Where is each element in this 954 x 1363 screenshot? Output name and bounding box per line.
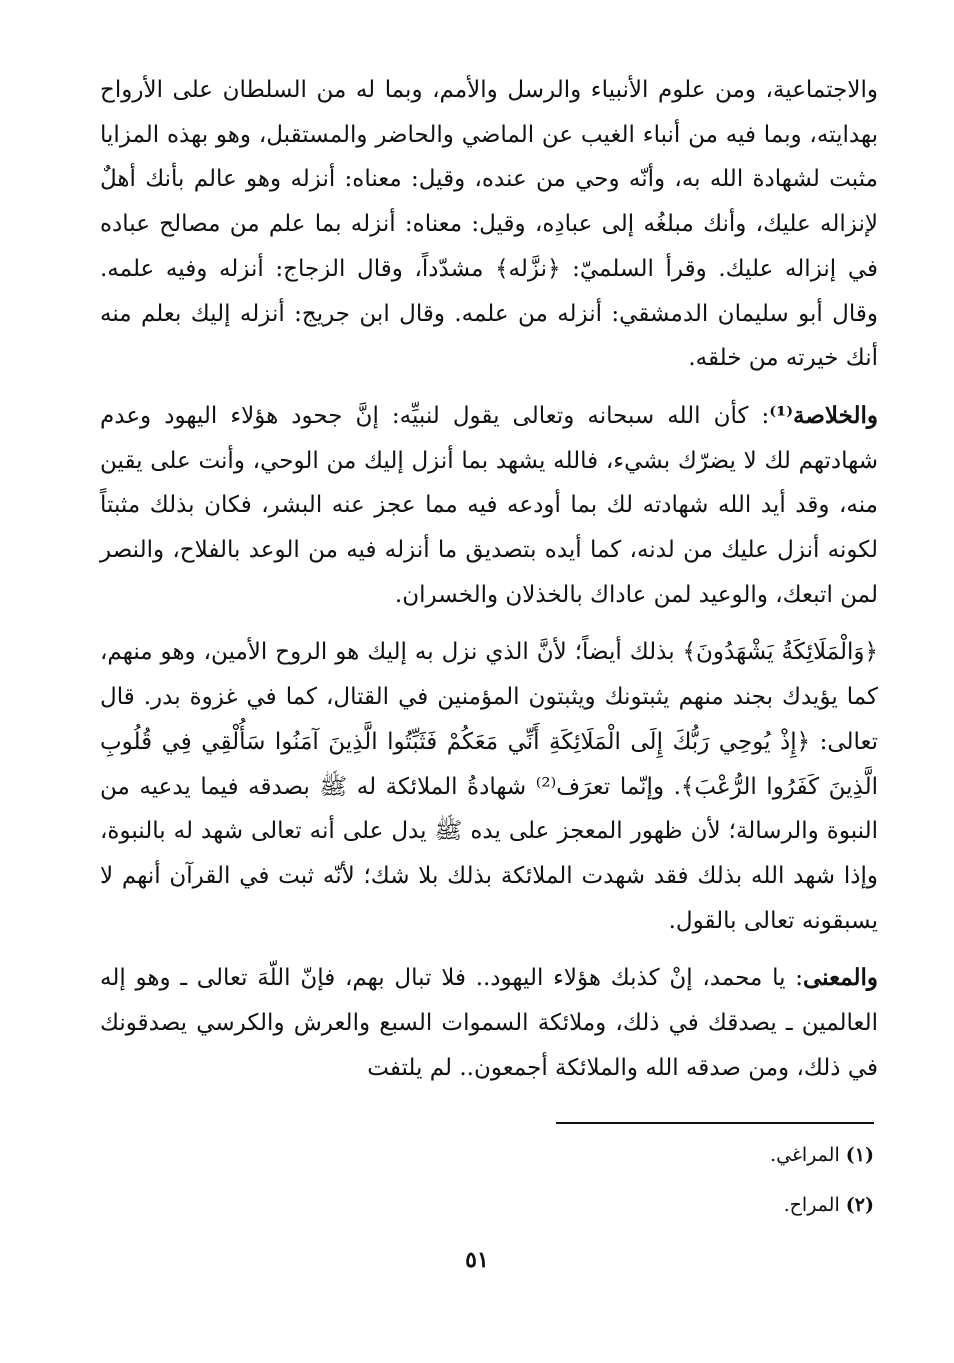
paragraph-4-lead: والمعنى bbox=[802, 964, 878, 992]
footnote-1 bbox=[474, 1136, 874, 1186]
paragraph-1-text: والاجتماعية، ومن علوم الأنبياء والرسل والأمم، وبما له من السلطان على الأرواح بهدايته، وبما فيه من أنباء الغيب عن الماضي والحاضر والمستقبل، وهو بهذه المزايا مثبت لشهادة الله به، وأنّه وحي من عنده، وقيل: معناه: أنزله وهو عالم بأنك أهلٌ لإنزاله عليك، وأنك مبلغُه إلى عبادِه، وقيل: معناه: أنزله بما علم من مصالح عباده في إنزاله عليك. وقرأ السلميّ: ﴿نزَّله﴾ مشدّداً، وقال الزجاج: أنزله وفيه علمه. وقال أبو سليمان الدمشقي: أنزله من علمه. وقال ابن جريج: أنزله إليك بعلم منه أنك خيرته من خلقه. bbox=[100, 77, 878, 372]
footnote-2 bbox=[474, 1186, 874, 1236]
paragraph-2 bbox=[100, 394, 878, 618]
paragraph-2-lead: والخلاصة⁽¹⁾ bbox=[769, 401, 878, 429]
paragraph-2-text: : كأن الله سبحانه وتعالى يقول لنبيِّه: إنَّ جحود هؤلاء اليهود وعدم شهادتهم لك لا يضرّك بشيء، فالله يشهد بما أنزل إليك من الوحي، وأنت على يقين منه، وقد أيد الله شهادته لك بما أودعه فيه مما عجز عنه البشر، فكان بذلك مثبتاً لكونه أنزل عليك من لدنه، كما أيده بتصديق ما أنزله فيه من الوعد بالفلاح، والنصر لمن اتبعك، والوعيد لمن عاداك بالخذلان والخسران. bbox=[100, 402, 878, 608]
paragraph-3-text: ﴿وَالْمَلَائِكَةُ يَشْهَدُونَ﴾ بذلك أيضاً؛ لأنَّ الذي نزل به إليك هو الروح الأمين، وهو منهم، كما يؤيدك بجند منهم يثبتونك ويثبتون المؤمنين في القتال، كما في غزوة بدر. قال تعالى: ﴿إِذْ يُوحِي رَبُّكَ إِلَى الْمَلَائِكَةِ أَنِّي مَعَكُمْ فَثَبِّتُوا الَّذِينَ آمَنُوا سَأُلْقِي فِي قُلُوبِ الَّذِينَ كَفَرُوا الرُّعْبَ﴾. وإنّما تعرَف⁽²⁾ شهادةُ الملائكة له ﷺ بصدقه فيما يدعيه من النبوة والرسالة؛ لأن ظهور المعجز على يده ﷺ يدل على أنه تعالى شهد له بالنبوة، وإذا شهد الله بذلك فقد شهدت الملائكة بذلك بلا شك؛ لأنّه ثبت في القرآن أنهم لا يسبقونه تعالى بالقول. bbox=[100, 639, 878, 934]
page-number: ٥١ bbox=[465, 1247, 489, 1273]
footnote-1-text: المراغي. bbox=[770, 1144, 840, 1166]
footnotes bbox=[474, 1136, 874, 1236]
paragraph-4 bbox=[100, 956, 878, 1090]
paragraph-1 bbox=[100, 68, 878, 381]
footnote-separator bbox=[556, 1122, 874, 1124]
page-body bbox=[100, 68, 878, 1090]
footnote-2-text: المراح. bbox=[783, 1194, 840, 1216]
paragraph-4-text: : يا محمد، إنْ كذبك هؤلاء اليهود.. فلا تبال بهم، فإنّ اللّهَ تعالى ـ وهو إله العالمين ـ يصدقك في ذلك، وملائكة السموات السبع والعرش والكرسي يصدقونك في ذلك، ومن صدقه الله والملائكة أجمعون.. لم يلتفت bbox=[100, 965, 878, 1081]
footnote-2-number: (٢) bbox=[845, 1194, 874, 1216]
paragraph-3 bbox=[100, 630, 878, 943]
footnote-1-number: (١) bbox=[845, 1144, 874, 1166]
